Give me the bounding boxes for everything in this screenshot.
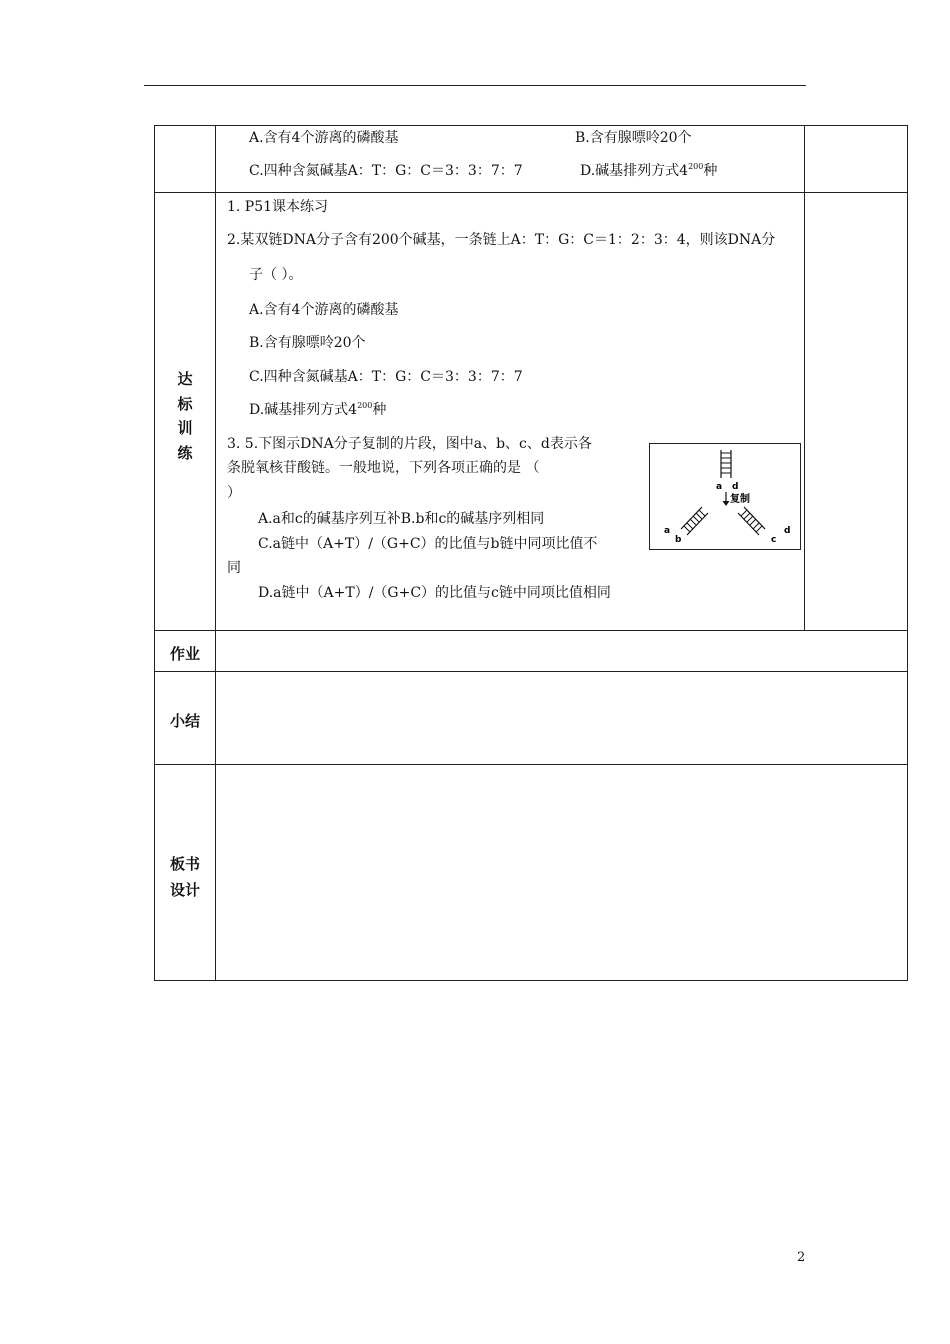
diagram-label-fuzhi: 复制 bbox=[730, 494, 750, 505]
summary-label: 小结 bbox=[169, 712, 200, 730]
table-right-col-divider bbox=[804, 125, 805, 630]
top-option-a: A.含有4个游离的磷酸基 bbox=[249, 130, 399, 146]
training-option-c: C.四种含氮碱基A：T：G：C＝3：3：7：7 bbox=[249, 369, 523, 385]
training-item-3-line3: ） bbox=[227, 485, 241, 501]
page-number: 2 bbox=[797, 1250, 806, 1265]
q3-option-c-line2: 同 bbox=[227, 560, 241, 576]
q3-option-ab: A.a和c的碱基序列互补B.b和c的碱基序列相同 bbox=[258, 511, 545, 527]
diagram-label-b: b bbox=[675, 535, 682, 545]
training-option-a: A.含有4个游离的磷酸基 bbox=[249, 302, 399, 318]
training-option-b: B.含有腺嘌呤20个 bbox=[249, 335, 366, 351]
left-rungs bbox=[684, 510, 705, 532]
table-top-border bbox=[154, 125, 908, 126]
homework-label: 作业 bbox=[169, 645, 200, 663]
top-option-d: D.碱基排列方式$4^{200}$种 bbox=[580, 162, 718, 179]
diagram-label-d-top: d bbox=[732, 482, 739, 492]
table-bottom-border bbox=[154, 980, 908, 981]
row-divider-1 bbox=[154, 192, 908, 193]
training-item-3-line1: 3. 5.下图示DNA分子复制的片段，图中a、b、c、d表示各 bbox=[227, 436, 592, 452]
table-col-divider bbox=[215, 125, 216, 981]
row-divider-3 bbox=[154, 671, 908, 672]
diagram-label-c: c bbox=[771, 535, 777, 545]
training-item-3-line2: 条脱氧核苷酸链。一般地说，下列各项正确的是 （ bbox=[227, 460, 540, 476]
top-option-c: C.四种含氮碱基A：T：G：C＝3：3：7：7 bbox=[249, 163, 523, 179]
training-option-d: D.碱基排列方式$4^{200}$种 bbox=[249, 401, 387, 418]
q3-option-d: D.a链中（A+T）/（G+C）的比值与c链中同项比值相同 bbox=[258, 585, 611, 601]
diagram-label-a-top: a bbox=[716, 482, 723, 492]
training-label: 达 标 训 练 bbox=[177, 370, 193, 462]
parent-rungs bbox=[721, 453, 731, 473]
dna-diagram-svg bbox=[650, 444, 800, 549]
top-option-b: B.含有腺嘌呤20个 bbox=[575, 130, 692, 146]
training-item-2-line1: 2.某双链DNA分子含有200个碱基，一条链上A：T：G：C＝1：2：3：4，则该DNA分 bbox=[227, 232, 776, 248]
training-item-1: 1. P51课本练习 bbox=[227, 199, 329, 215]
dna-replication-diagram bbox=[649, 443, 801, 550]
arrow-head-icon bbox=[723, 501, 730, 506]
row-divider-2 bbox=[154, 630, 908, 631]
q3-option-c-line1: C.a链中（A+T）/（G+C）的比值与b链中同项比值不 bbox=[258, 536, 598, 552]
row-divider-4 bbox=[154, 764, 908, 765]
diagram-label-d: d bbox=[784, 526, 791, 536]
table-right-border bbox=[907, 125, 908, 981]
board-design-label: 板书 设计 bbox=[169, 855, 200, 899]
training-item-2-line2: 子（ ）。 bbox=[249, 267, 303, 283]
diagram-label-a: a bbox=[664, 526, 671, 536]
right-rungs bbox=[741, 510, 762, 532]
